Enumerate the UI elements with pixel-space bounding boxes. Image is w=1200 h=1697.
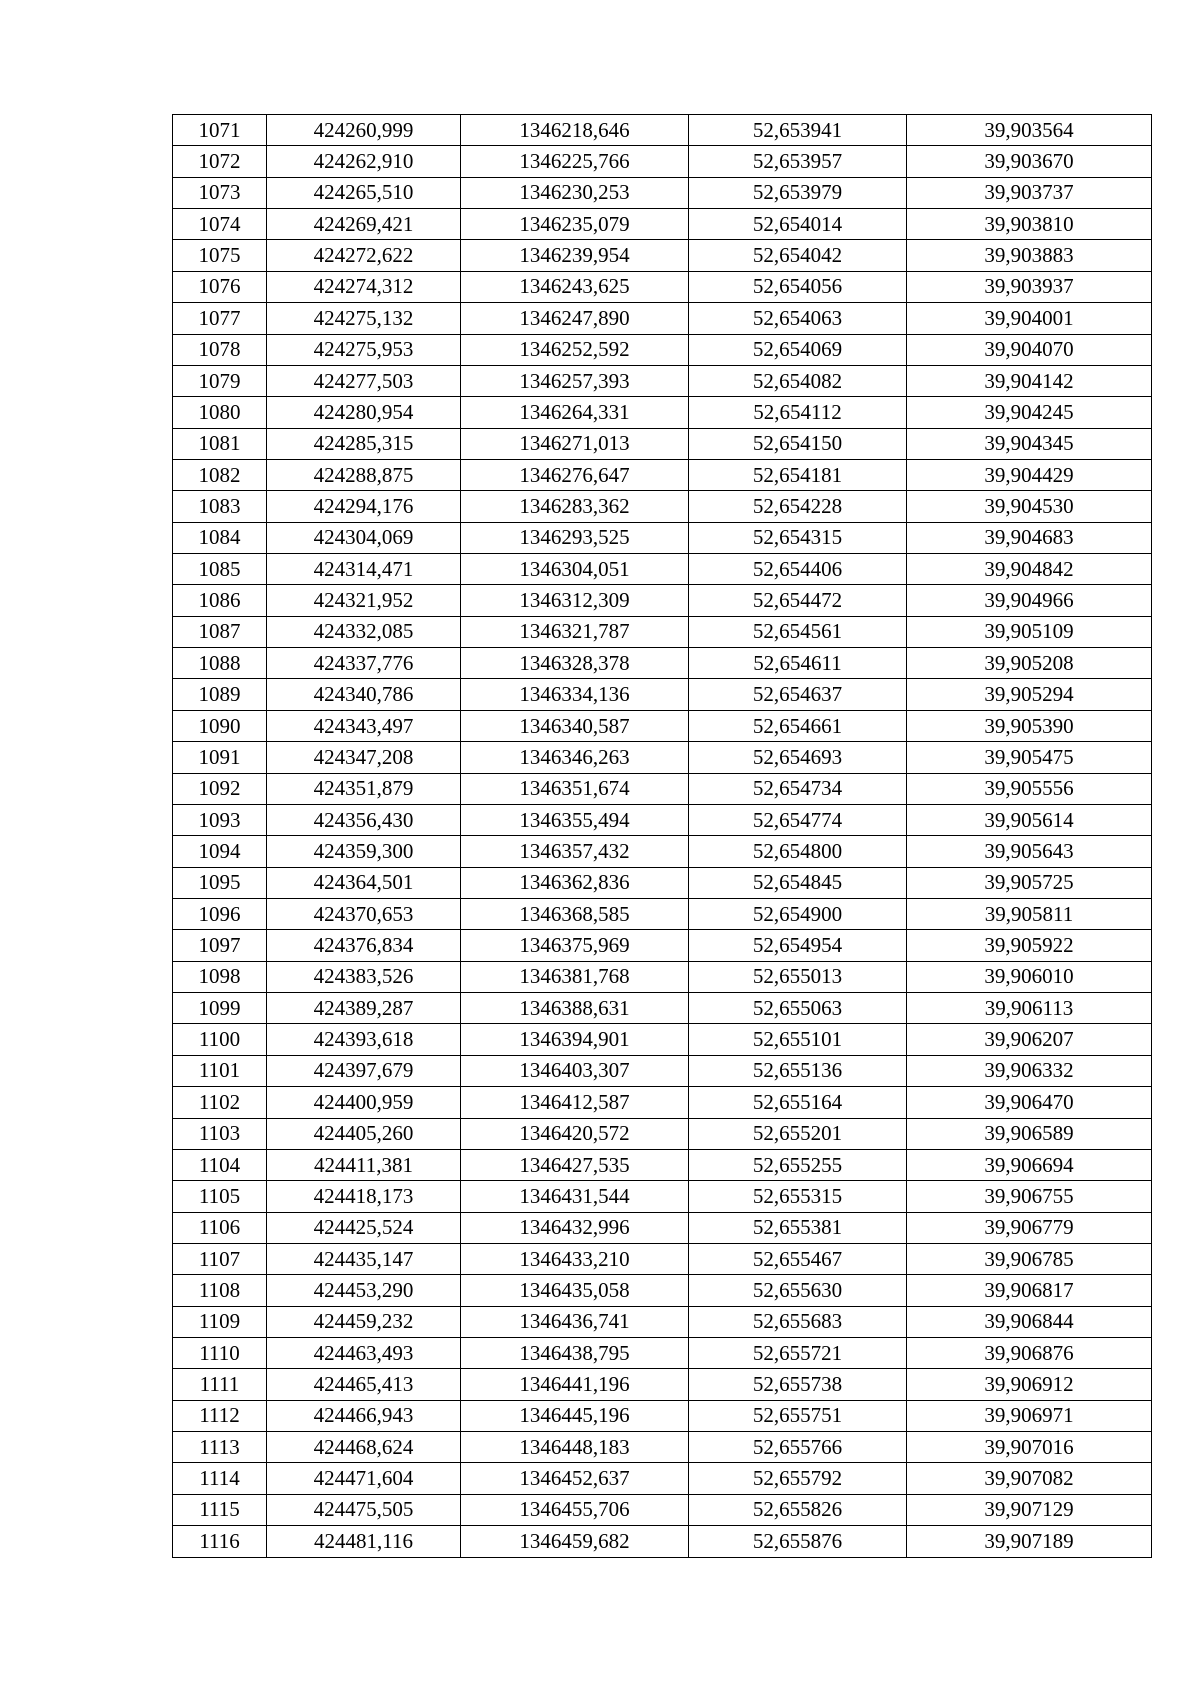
latitude-cell: 52,655013 xyxy=(689,961,907,992)
point-number-cell: 1104 xyxy=(173,1149,267,1180)
point-number-cell: 1077 xyxy=(173,303,267,334)
latitude-cell: 52,655738 xyxy=(689,1369,907,1400)
x-coordinate-cell: 424370,653 xyxy=(267,898,461,929)
x-coordinate-cell: 424288,875 xyxy=(267,459,461,490)
longitude-cell: 39,905475 xyxy=(907,742,1152,773)
point-number-cell: 1091 xyxy=(173,742,267,773)
table-row xyxy=(173,271,1152,302)
y-coordinate-cell: 1346381,768 xyxy=(461,961,689,992)
y-coordinate-cell: 1346362,836 xyxy=(461,867,689,898)
latitude-cell: 52,654611 xyxy=(689,648,907,679)
y-coordinate-cell: 1346247,890 xyxy=(461,303,689,334)
latitude-cell: 52,655101 xyxy=(689,1024,907,1055)
x-coordinate-cell: 424265,510 xyxy=(267,177,461,208)
table-row xyxy=(173,648,1152,679)
table-row xyxy=(173,710,1152,741)
point-number-cell: 1113 xyxy=(173,1432,267,1463)
x-coordinate-cell: 424453,290 xyxy=(267,1275,461,1306)
y-coordinate-cell: 1346375,969 xyxy=(461,930,689,961)
y-coordinate-cell: 1346355,494 xyxy=(461,804,689,835)
x-coordinate-cell: 424459,232 xyxy=(267,1306,461,1337)
point-number-cell: 1103 xyxy=(173,1118,267,1149)
y-coordinate-cell: 1346328,378 xyxy=(461,648,689,679)
coordinates-table xyxy=(172,114,1152,1558)
x-coordinate-cell: 424275,953 xyxy=(267,334,461,365)
x-coordinate-cell: 424347,208 xyxy=(267,742,461,773)
x-coordinate-cell: 424364,501 xyxy=(267,867,461,898)
latitude-cell: 52,654774 xyxy=(689,804,907,835)
longitude-cell: 39,906470 xyxy=(907,1087,1152,1118)
table-row xyxy=(173,303,1152,334)
longitude-cell: 39,904683 xyxy=(907,522,1152,553)
point-number-cell: 1096 xyxy=(173,898,267,929)
latitude-cell: 52,655766 xyxy=(689,1432,907,1463)
y-coordinate-cell: 1346452,637 xyxy=(461,1463,689,1494)
table-row xyxy=(173,1055,1152,1086)
point-number-cell: 1087 xyxy=(173,616,267,647)
x-coordinate-cell: 424475,505 xyxy=(267,1494,461,1525)
x-coordinate-cell: 424468,624 xyxy=(267,1432,461,1463)
table-row xyxy=(173,1526,1152,1557)
longitude-cell: 39,905556 xyxy=(907,773,1152,804)
point-number-cell: 1090 xyxy=(173,710,267,741)
point-number-cell: 1110 xyxy=(173,1338,267,1369)
point-number-cell: 1072 xyxy=(173,146,267,177)
longitude-cell: 39,906113 xyxy=(907,993,1152,1024)
x-coordinate-cell: 424280,954 xyxy=(267,397,461,428)
latitude-cell: 52,655683 xyxy=(689,1306,907,1337)
y-coordinate-cell: 1346403,307 xyxy=(461,1055,689,1086)
latitude-cell: 52,655876 xyxy=(689,1526,907,1557)
longitude-cell: 39,905208 xyxy=(907,648,1152,679)
point-number-cell: 1081 xyxy=(173,428,267,459)
y-coordinate-cell: 1346239,954 xyxy=(461,240,689,271)
point-number-cell: 1112 xyxy=(173,1400,267,1431)
longitude-cell: 39,906876 xyxy=(907,1338,1152,1369)
longitude-cell: 39,906912 xyxy=(907,1369,1152,1400)
x-coordinate-cell: 424383,526 xyxy=(267,961,461,992)
x-coordinate-cell: 424351,879 xyxy=(267,773,461,804)
x-coordinate-cell: 424262,910 xyxy=(267,146,461,177)
x-coordinate-cell: 424356,430 xyxy=(267,804,461,835)
longitude-cell: 39,904966 xyxy=(907,585,1152,616)
x-coordinate-cell: 424376,834 xyxy=(267,930,461,961)
x-coordinate-cell: 424389,287 xyxy=(267,993,461,1024)
y-coordinate-cell: 1346357,432 xyxy=(461,836,689,867)
table-row xyxy=(173,679,1152,710)
y-coordinate-cell: 1346334,136 xyxy=(461,679,689,710)
point-number-cell: 1082 xyxy=(173,459,267,490)
longitude-cell: 39,905643 xyxy=(907,836,1152,867)
point-number-cell: 1109 xyxy=(173,1306,267,1337)
point-number-cell: 1084 xyxy=(173,522,267,553)
table-row xyxy=(173,1275,1152,1306)
point-number-cell: 1098 xyxy=(173,961,267,992)
longitude-cell: 39,907189 xyxy=(907,1526,1152,1557)
x-coordinate-cell: 424465,413 xyxy=(267,1369,461,1400)
longitude-cell: 39,906755 xyxy=(907,1181,1152,1212)
latitude-cell: 52,654900 xyxy=(689,898,907,929)
y-coordinate-cell: 1346435,058 xyxy=(461,1275,689,1306)
longitude-cell: 39,905725 xyxy=(907,867,1152,898)
x-coordinate-cell: 424471,604 xyxy=(267,1463,461,1494)
table-row xyxy=(173,177,1152,208)
x-coordinate-cell: 424466,943 xyxy=(267,1400,461,1431)
longitude-cell: 39,907082 xyxy=(907,1463,1152,1494)
point-number-cell: 1092 xyxy=(173,773,267,804)
x-coordinate-cell: 424405,260 xyxy=(267,1118,461,1149)
latitude-cell: 52,654800 xyxy=(689,836,907,867)
point-number-cell: 1106 xyxy=(173,1212,267,1243)
table-row xyxy=(173,491,1152,522)
y-coordinate-cell: 1346340,587 xyxy=(461,710,689,741)
table-row xyxy=(173,146,1152,177)
longitude-cell: 39,906817 xyxy=(907,1275,1152,1306)
table-row xyxy=(173,1087,1152,1118)
x-coordinate-cell: 424314,471 xyxy=(267,554,461,585)
x-coordinate-cell: 424425,524 xyxy=(267,1212,461,1243)
longitude-cell: 39,906844 xyxy=(907,1306,1152,1337)
point-number-cell: 1100 xyxy=(173,1024,267,1055)
longitude-cell: 39,903883 xyxy=(907,240,1152,271)
y-coordinate-cell: 1346438,795 xyxy=(461,1338,689,1369)
latitude-cell: 52,654637 xyxy=(689,679,907,710)
longitude-cell: 39,904245 xyxy=(907,397,1152,428)
y-coordinate-cell: 1346455,706 xyxy=(461,1494,689,1525)
point-number-cell: 1074 xyxy=(173,209,267,240)
point-number-cell: 1094 xyxy=(173,836,267,867)
x-coordinate-cell: 424304,069 xyxy=(267,522,461,553)
table-row xyxy=(173,334,1152,365)
table-row xyxy=(173,554,1152,585)
latitude-cell: 52,654228 xyxy=(689,491,907,522)
y-coordinate-cell: 1346431,544 xyxy=(461,1181,689,1212)
longitude-cell: 39,906779 xyxy=(907,1212,1152,1243)
point-number-cell: 1085 xyxy=(173,554,267,585)
latitude-cell: 52,654661 xyxy=(689,710,907,741)
x-coordinate-cell: 424277,503 xyxy=(267,365,461,396)
table-row xyxy=(173,804,1152,835)
table-row xyxy=(173,993,1152,1024)
table-row xyxy=(173,428,1152,459)
x-coordinate-cell: 424340,786 xyxy=(267,679,461,710)
point-number-cell: 1097 xyxy=(173,930,267,961)
longitude-cell: 39,906589 xyxy=(907,1118,1152,1149)
table-row xyxy=(173,1369,1152,1400)
latitude-cell: 52,654014 xyxy=(689,209,907,240)
table-row xyxy=(173,616,1152,647)
longitude-cell: 39,907016 xyxy=(907,1432,1152,1463)
longitude-cell: 39,906694 xyxy=(907,1149,1152,1180)
longitude-cell: 39,903670 xyxy=(907,146,1152,177)
x-coordinate-cell: 424359,300 xyxy=(267,836,461,867)
x-coordinate-cell: 424337,776 xyxy=(267,648,461,679)
y-coordinate-cell: 1346312,309 xyxy=(461,585,689,616)
table-row xyxy=(173,961,1152,992)
x-coordinate-cell: 424321,952 xyxy=(267,585,461,616)
latitude-cell: 52,654150 xyxy=(689,428,907,459)
latitude-cell: 52,654112 xyxy=(689,397,907,428)
point-number-cell: 1114 xyxy=(173,1463,267,1494)
y-coordinate-cell: 1346436,741 xyxy=(461,1306,689,1337)
point-number-cell: 1102 xyxy=(173,1087,267,1118)
table-row xyxy=(173,836,1152,867)
y-coordinate-cell: 1346388,631 xyxy=(461,993,689,1024)
point-number-cell: 1079 xyxy=(173,365,267,396)
latitude-cell: 52,653979 xyxy=(689,177,907,208)
longitude-cell: 39,904001 xyxy=(907,303,1152,334)
longitude-cell: 39,903937 xyxy=(907,271,1152,302)
y-coordinate-cell: 1346252,592 xyxy=(461,334,689,365)
y-coordinate-cell: 1346283,362 xyxy=(461,491,689,522)
latitude-cell: 52,654063 xyxy=(689,303,907,334)
longitude-cell: 39,904070 xyxy=(907,334,1152,365)
y-coordinate-cell: 1346218,646 xyxy=(461,115,689,146)
latitude-cell: 52,654069 xyxy=(689,334,907,365)
point-number-cell: 1101 xyxy=(173,1055,267,1086)
table-row xyxy=(173,1306,1152,1337)
table-row xyxy=(173,209,1152,240)
y-coordinate-cell: 1346441,196 xyxy=(461,1369,689,1400)
x-coordinate-cell: 424294,176 xyxy=(267,491,461,522)
longitude-cell: 39,905811 xyxy=(907,898,1152,929)
x-coordinate-cell: 424393,618 xyxy=(267,1024,461,1055)
table-row xyxy=(173,1181,1152,1212)
point-number-cell: 1075 xyxy=(173,240,267,271)
y-coordinate-cell: 1346264,331 xyxy=(461,397,689,428)
x-coordinate-cell: 424411,381 xyxy=(267,1149,461,1180)
latitude-cell: 52,654082 xyxy=(689,365,907,396)
latitude-cell: 52,655792 xyxy=(689,1463,907,1494)
y-coordinate-cell: 1346230,253 xyxy=(461,177,689,208)
longitude-cell: 39,904345 xyxy=(907,428,1152,459)
latitude-cell: 52,654845 xyxy=(689,867,907,898)
longitude-cell: 39,906207 xyxy=(907,1024,1152,1055)
table-row xyxy=(173,397,1152,428)
latitude-cell: 52,654406 xyxy=(689,554,907,585)
y-coordinate-cell: 1346445,196 xyxy=(461,1400,689,1431)
latitude-cell: 52,654181 xyxy=(689,459,907,490)
y-coordinate-cell: 1346257,393 xyxy=(461,365,689,396)
y-coordinate-cell: 1346427,535 xyxy=(461,1149,689,1180)
y-coordinate-cell: 1346293,525 xyxy=(461,522,689,553)
latitude-cell: 52,654315 xyxy=(689,522,907,553)
x-coordinate-cell: 424481,116 xyxy=(267,1526,461,1557)
longitude-cell: 39,906785 xyxy=(907,1243,1152,1274)
y-coordinate-cell: 1346346,263 xyxy=(461,742,689,773)
latitude-cell: 52,653957 xyxy=(689,146,907,177)
latitude-cell: 52,655136 xyxy=(689,1055,907,1086)
y-coordinate-cell: 1346448,183 xyxy=(461,1432,689,1463)
x-coordinate-cell: 424463,493 xyxy=(267,1338,461,1369)
longitude-cell: 39,905922 xyxy=(907,930,1152,961)
y-coordinate-cell: 1346420,572 xyxy=(461,1118,689,1149)
latitude-cell: 52,655255 xyxy=(689,1149,907,1180)
y-coordinate-cell: 1346351,674 xyxy=(461,773,689,804)
latitude-cell: 52,654056 xyxy=(689,271,907,302)
latitude-cell: 52,655381 xyxy=(689,1212,907,1243)
y-coordinate-cell: 1346412,587 xyxy=(461,1087,689,1118)
x-coordinate-cell: 424285,315 xyxy=(267,428,461,459)
latitude-cell: 52,655721 xyxy=(689,1338,907,1369)
table-row xyxy=(173,115,1152,146)
longitude-cell: 39,904530 xyxy=(907,491,1152,522)
latitude-cell: 52,654472 xyxy=(689,585,907,616)
longitude-cell: 39,906332 xyxy=(907,1055,1152,1086)
point-number-cell: 1083 xyxy=(173,491,267,522)
table-row xyxy=(173,1024,1152,1055)
point-number-cell: 1088 xyxy=(173,648,267,679)
y-coordinate-cell: 1346432,996 xyxy=(461,1212,689,1243)
latitude-cell: 52,655164 xyxy=(689,1087,907,1118)
y-coordinate-cell: 1346276,647 xyxy=(461,459,689,490)
x-coordinate-cell: 424274,312 xyxy=(267,271,461,302)
table-row xyxy=(173,585,1152,616)
latitude-cell: 52,655826 xyxy=(689,1494,907,1525)
table-row xyxy=(173,742,1152,773)
latitude-cell: 52,654693 xyxy=(689,742,907,773)
latitude-cell: 52,655751 xyxy=(689,1400,907,1431)
table-row xyxy=(173,898,1152,929)
table-row xyxy=(173,1494,1152,1525)
table-row xyxy=(173,1243,1152,1274)
x-coordinate-cell: 424269,421 xyxy=(267,209,461,240)
coordinates-table-body xyxy=(173,115,1152,1558)
y-coordinate-cell: 1346321,787 xyxy=(461,616,689,647)
longitude-cell: 39,903737 xyxy=(907,177,1152,208)
longitude-cell: 39,906971 xyxy=(907,1400,1152,1431)
latitude-cell: 52,654042 xyxy=(689,240,907,271)
point-number-cell: 1095 xyxy=(173,867,267,898)
x-coordinate-cell: 424260,999 xyxy=(267,115,461,146)
y-coordinate-cell: 1346271,013 xyxy=(461,428,689,459)
table-row xyxy=(173,459,1152,490)
longitude-cell: 39,903810 xyxy=(907,209,1152,240)
x-coordinate-cell: 424397,679 xyxy=(267,1055,461,1086)
latitude-cell: 52,655467 xyxy=(689,1243,907,1274)
y-coordinate-cell: 1346225,766 xyxy=(461,146,689,177)
x-coordinate-cell: 424332,085 xyxy=(267,616,461,647)
point-number-cell: 1108 xyxy=(173,1275,267,1306)
table-row xyxy=(173,522,1152,553)
point-number-cell: 1115 xyxy=(173,1494,267,1525)
x-coordinate-cell: 424435,147 xyxy=(267,1243,461,1274)
point-number-cell: 1116 xyxy=(173,1526,267,1557)
longitude-cell: 39,903564 xyxy=(907,115,1152,146)
table-row xyxy=(173,240,1152,271)
point-number-cell: 1099 xyxy=(173,993,267,1024)
y-coordinate-cell: 1346304,051 xyxy=(461,554,689,585)
latitude-cell: 52,655630 xyxy=(689,1275,907,1306)
x-coordinate-cell: 424343,497 xyxy=(267,710,461,741)
longitude-cell: 39,905390 xyxy=(907,710,1152,741)
table-row xyxy=(173,1400,1152,1431)
longitude-cell: 39,905109 xyxy=(907,616,1152,647)
y-coordinate-cell: 1346459,682 xyxy=(461,1526,689,1557)
latitude-cell: 52,655201 xyxy=(689,1118,907,1149)
table-row xyxy=(173,365,1152,396)
longitude-cell: 39,904842 xyxy=(907,554,1152,585)
table-row xyxy=(173,1149,1152,1180)
longitude-cell: 39,907129 xyxy=(907,1494,1152,1525)
longitude-cell: 39,906010 xyxy=(907,961,1152,992)
latitude-cell: 52,654734 xyxy=(689,773,907,804)
latitude-cell: 52,653941 xyxy=(689,115,907,146)
point-number-cell: 1086 xyxy=(173,585,267,616)
table-row xyxy=(173,1432,1152,1463)
table-row xyxy=(173,867,1152,898)
latitude-cell: 52,654561 xyxy=(689,616,907,647)
table-row xyxy=(173,1212,1152,1243)
table-row xyxy=(173,1463,1152,1494)
y-coordinate-cell: 1346243,625 xyxy=(461,271,689,302)
point-number-cell: 1089 xyxy=(173,679,267,710)
latitude-cell: 52,655315 xyxy=(689,1181,907,1212)
table-row xyxy=(173,1338,1152,1369)
point-number-cell: 1078 xyxy=(173,334,267,365)
x-coordinate-cell: 424400,959 xyxy=(267,1087,461,1118)
latitude-cell: 52,654954 xyxy=(689,930,907,961)
longitude-cell: 39,904429 xyxy=(907,459,1152,490)
table-row xyxy=(173,1118,1152,1149)
point-number-cell: 1093 xyxy=(173,804,267,835)
y-coordinate-cell: 1346394,901 xyxy=(461,1024,689,1055)
longitude-cell: 39,905614 xyxy=(907,804,1152,835)
longitude-cell: 39,905294 xyxy=(907,679,1152,710)
point-number-cell: 1111 xyxy=(173,1369,267,1400)
point-number-cell: 1105 xyxy=(173,1181,267,1212)
x-coordinate-cell: 424418,173 xyxy=(267,1181,461,1212)
x-coordinate-cell: 424272,622 xyxy=(267,240,461,271)
x-coordinate-cell: 424275,132 xyxy=(267,303,461,334)
y-coordinate-cell: 1346433,210 xyxy=(461,1243,689,1274)
point-number-cell: 1071 xyxy=(173,115,267,146)
table-row xyxy=(173,930,1152,961)
point-number-cell: 1073 xyxy=(173,177,267,208)
latitude-cell: 52,655063 xyxy=(689,993,907,1024)
y-coordinate-cell: 1346235,079 xyxy=(461,209,689,240)
point-number-cell: 1076 xyxy=(173,271,267,302)
point-number-cell: 1107 xyxy=(173,1243,267,1274)
y-coordinate-cell: 1346368,585 xyxy=(461,898,689,929)
table-row xyxy=(173,773,1152,804)
longitude-cell: 39,904142 xyxy=(907,365,1152,396)
point-number-cell: 1080 xyxy=(173,397,267,428)
